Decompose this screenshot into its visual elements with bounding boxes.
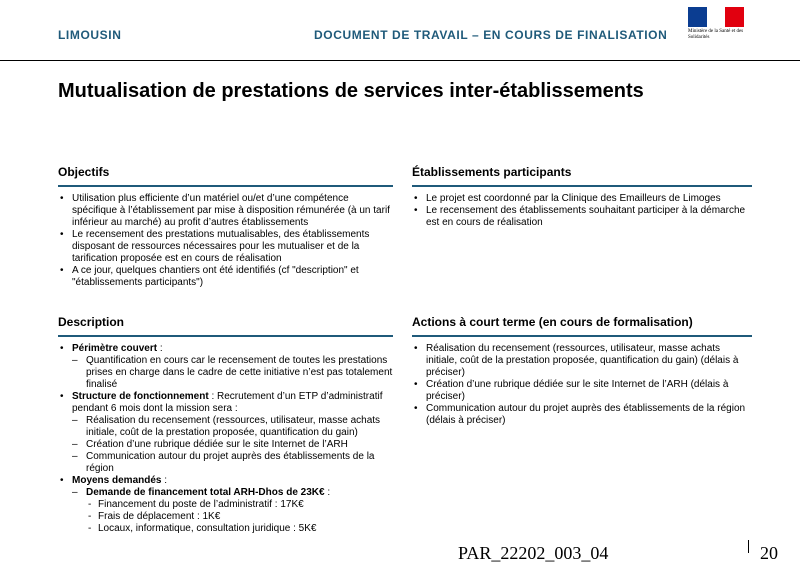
list-item: • Création d’une rubrique dédiée sur le site Internet de l’ARH (délais à préciser) <box>412 379 752 403</box>
actions-heading: Actions à court terme (en cours de formalisation) <box>412 315 693 329</box>
etablissements-rule <box>412 185 752 187</box>
document-code: PAR_22202_003_04 <box>458 543 609 563</box>
region-label: LIMOUSIN <box>58 28 122 42</box>
list-item: • Utilisation plus efficiente d’un matériel ou/et d’une compétence spécifique à l’établissement par mise à disposition rémunérée (à un tarif inférieur au marché) au profit d’autres établissements <box>58 193 393 229</box>
moyens-label: Moyens demandés <box>72 475 162 486</box>
description-list <box>58 343 393 355</box>
page-number: 20 <box>760 543 778 563</box>
page-title: Mutualisation de prestations de services inter-établissements <box>58 80 644 102</box>
description-heading: Description <box>58 315 125 329</box>
perimetre-sublist <box>58 355 393 391</box>
ministry-logo-text: Ministère de la Santé et des Solidarités <box>688 29 744 40</box>
list-item: – Communication autour du projet auprès des établissements de la région <box>58 451 393 475</box>
list-item: – Création d’une rubrique dédiée sur le site Internet de l’ARH <box>58 439 393 451</box>
objectifs-rule <box>58 185 393 187</box>
demande-item: – Demande de financement total ARH-Dhos de 23K€ : <box>58 487 393 499</box>
structure-label: Structure de fonctionnement <box>72 391 209 402</box>
list-item: - Financement du poste de l’administratif : 17K€ <box>58 499 393 511</box>
footer-divider <box>748 540 749 553</box>
list-item: – Quantification en cours car le recensement de toutes les prestations prises en charge dans le cadre de cette initiative n’est pas totalement finalisé <box>58 355 393 391</box>
actions-list <box>412 343 752 427</box>
objectifs-list <box>58 193 393 289</box>
description-rule <box>58 335 393 337</box>
list-item: - Locaux, informatique, consultation juridique : 5K€ <box>58 523 393 535</box>
moyens-item: • Moyens demandés : <box>58 475 393 487</box>
list-item: • Réalisation du recensement (ressources, utilisateur, masse achats initiale, coût de la prestation proposée, quantification du gain) (délais à préciser) <box>412 343 752 379</box>
list-item: • Le projet est coordonné par la Clinique des Emailleurs de Limoges <box>412 193 752 205</box>
etablissements-list <box>412 193 752 229</box>
perimetre-item: • Périmètre couvert : <box>58 343 393 355</box>
structure-sublist <box>58 415 393 475</box>
perimetre-label: Périmètre couvert <box>72 343 158 354</box>
structure-item: • Structure de fonctionnement : Recrutement d’un ETP d’administratif pendant 6 mois dont la mission sera : <box>58 391 393 415</box>
actions-section <box>412 315 752 427</box>
description-section <box>58 315 393 535</box>
list-item: – Réalisation du recensement (ressources, utilisateur, masse achats initiale, coût de la prestation proposée, quantification du gain) <box>58 415 393 439</box>
demande-label: Demande de financement total ARH-Dhos de 23K€ <box>86 487 325 498</box>
document-status: DOCUMENT DE TRAVAIL – EN COURS DE FINALISATION <box>314 28 668 42</box>
list-item: • A ce jour, quelques chantiers ont été identifiés (cf "description" et "établissements participants") <box>58 265 393 289</box>
objectifs-heading: Objectifs <box>58 165 110 179</box>
tricolor-flag-icon <box>688 7 744 27</box>
header-divider <box>0 60 800 61</box>
list-item: • Le recensement des prestations mutualisables, des établissements disposant de ressources nécessaires pour les mutualiser et de la tarification proposée est en cours de réalisation <box>58 229 393 265</box>
demande-sublist <box>58 499 393 535</box>
etablissements-section <box>412 165 752 229</box>
list-item: • Communication autour du projet auprès des établissements de la région (délais à préciser) <box>412 403 752 427</box>
actions-rule <box>412 335 752 337</box>
objectifs-section <box>58 165 393 289</box>
etablissements-heading: Établissements participants <box>412 165 572 179</box>
republique-logo <box>688 7 744 57</box>
list-item: • Le recensement des établissements souhaitant participer à la démarche est en cours de réalisation <box>412 205 752 229</box>
list-item: - Frais de déplacement : 1K€ <box>58 511 393 523</box>
